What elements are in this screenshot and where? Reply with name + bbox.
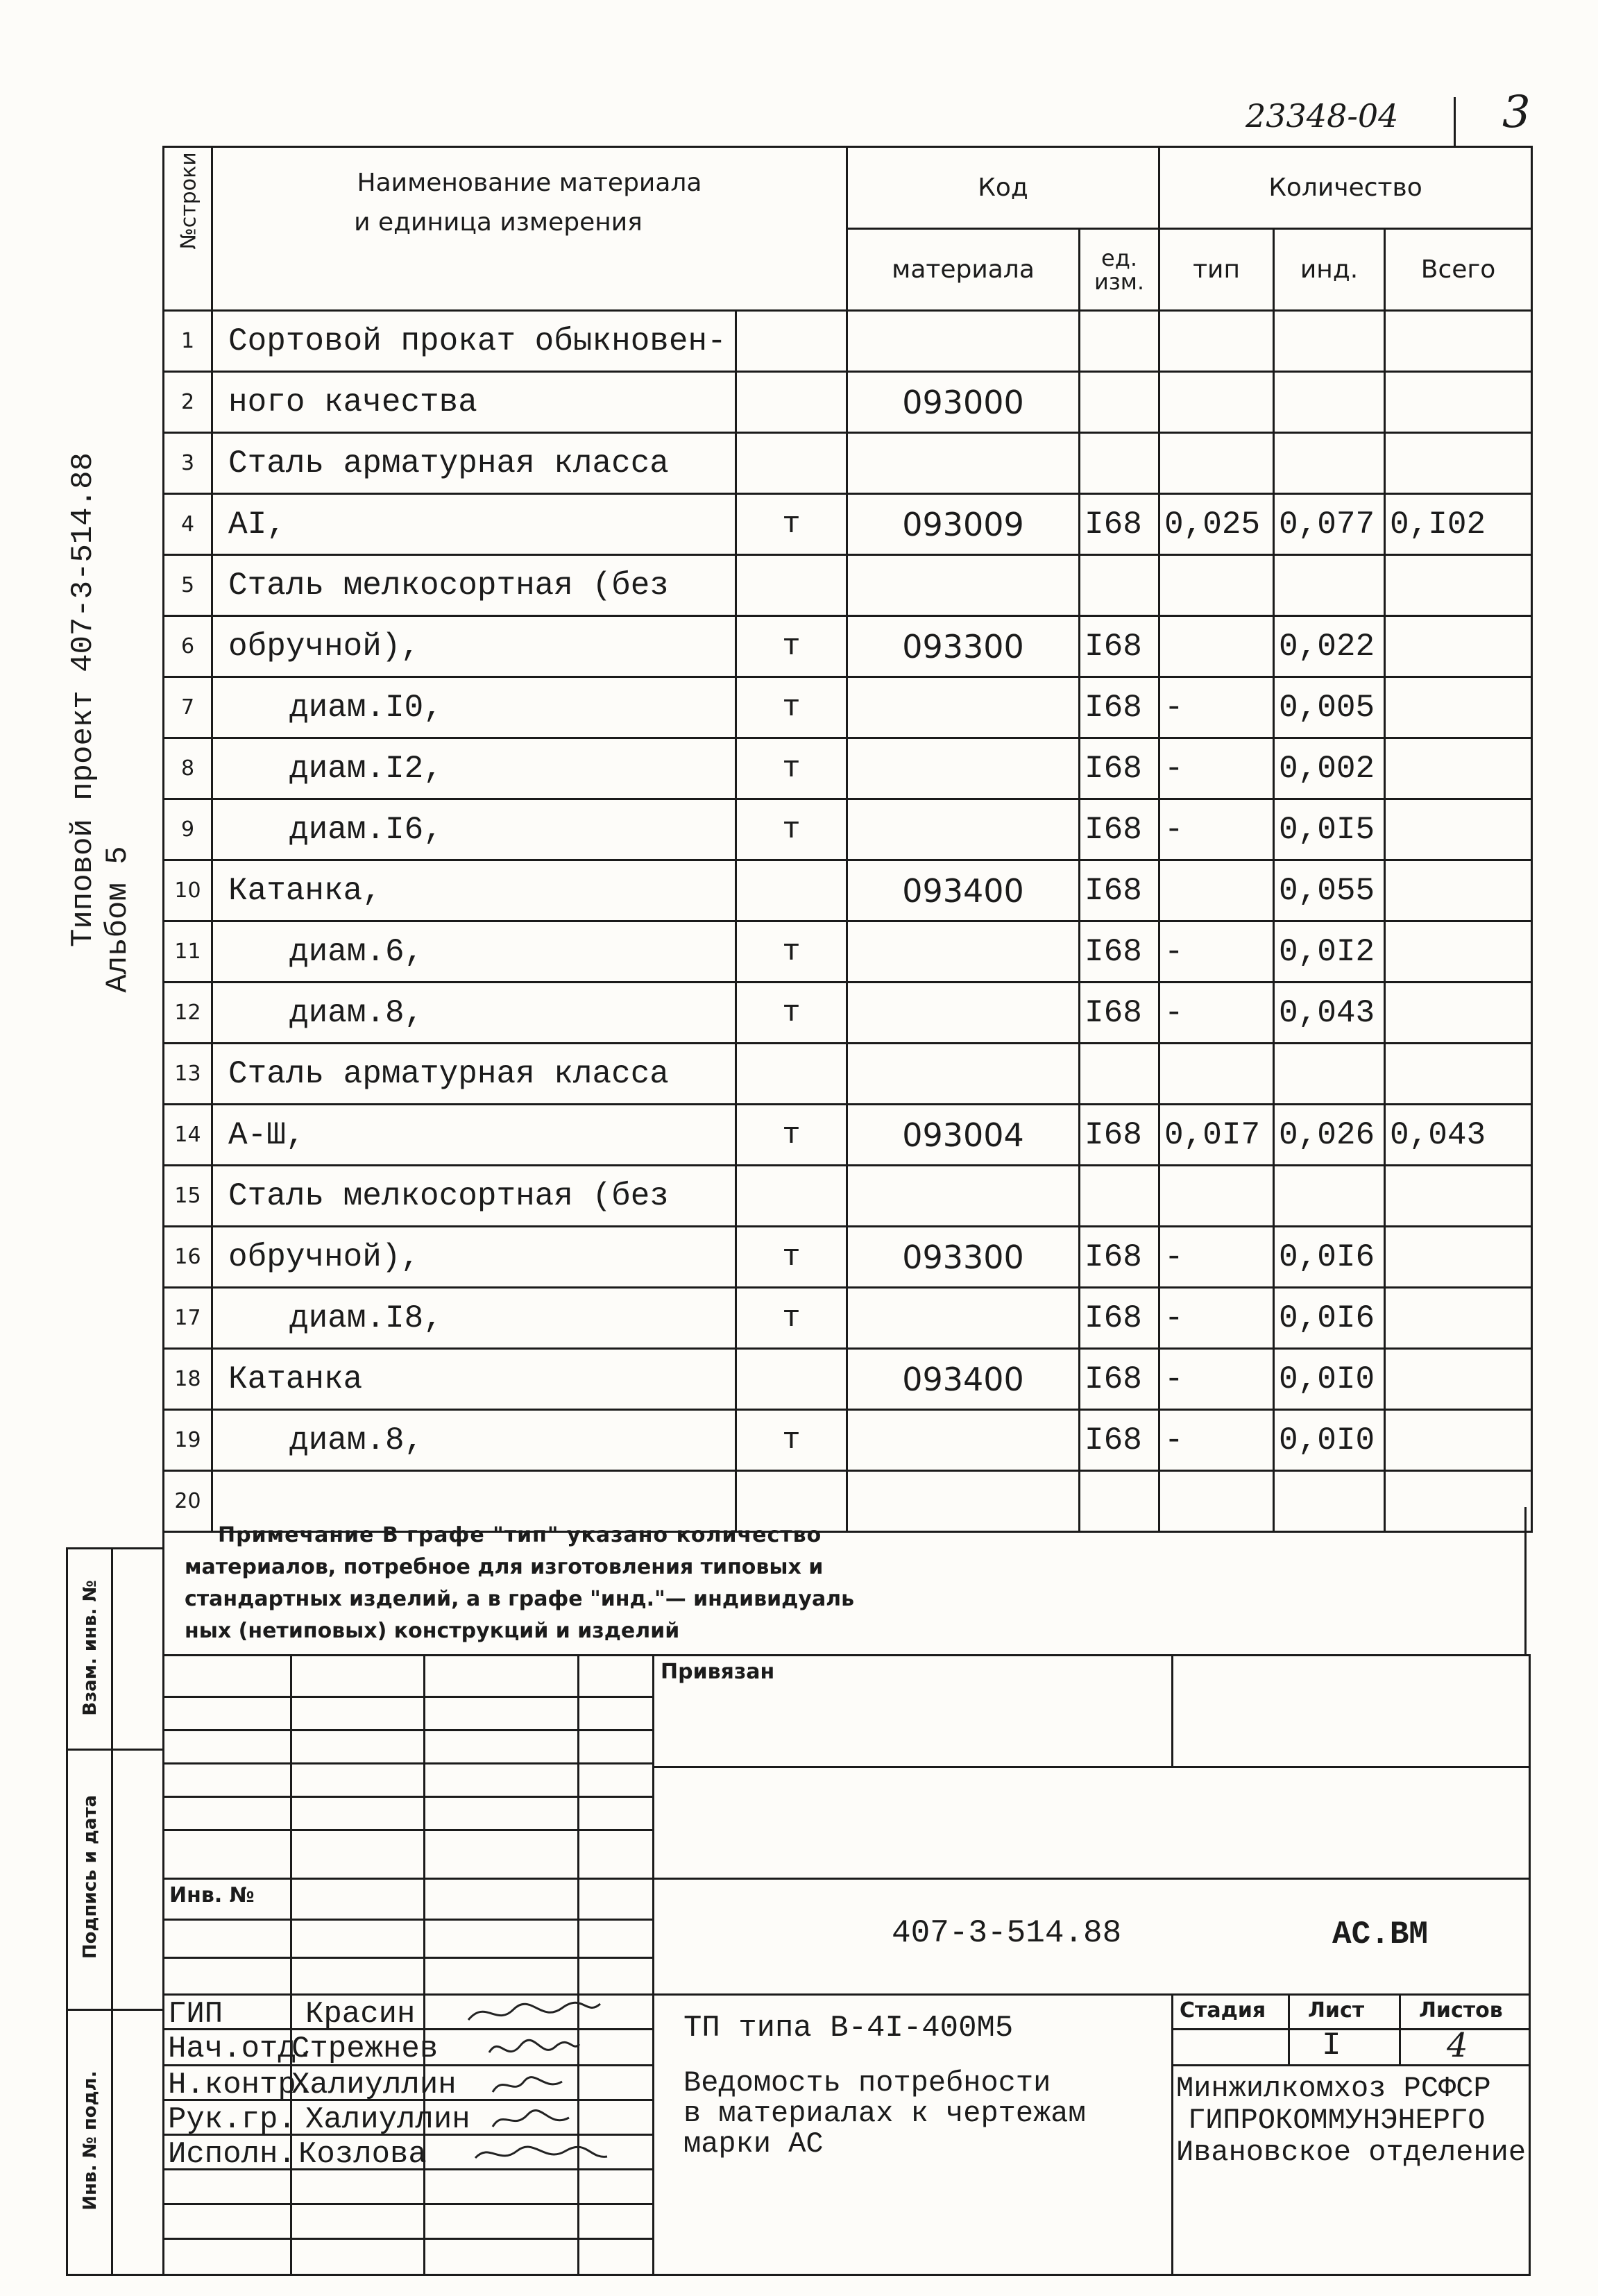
material-name: обручной),	[212, 1227, 736, 1288]
material-name: Сталь мелкосортная (без	[212, 1166, 736, 1227]
row-number: 2	[164, 372, 212, 433]
note-section	[162, 1507, 1527, 1654]
material-name: Сталь мелкосортная (без	[212, 555, 736, 616]
row-number: 18	[164, 1349, 212, 1410]
unit-code: I68	[1080, 1227, 1159, 1288]
unit	[736, 372, 847, 433]
unit: т	[736, 799, 847, 860]
qty-type: -	[1159, 799, 1274, 860]
qty-total	[1385, 1166, 1532, 1227]
qty-total	[1385, 1044, 1532, 1105]
org-line-1: Минжилкомхоз РСФСР	[1176, 2072, 1491, 2105]
row-number: 15	[164, 1166, 212, 1227]
qty-total	[1385, 1410, 1532, 1471]
unit-code: I68	[1080, 738, 1159, 799]
unit-code: I68	[1080, 1288, 1159, 1349]
material-code	[847, 921, 1080, 983]
note-line-1: Примечание В графе "тип" указано количество	[218, 1523, 822, 1547]
qty-total	[1385, 677, 1532, 738]
qty-ind: 0,0I6	[1274, 1288, 1385, 1349]
row-number: 8	[164, 738, 212, 799]
unit: т	[736, 1227, 847, 1288]
unit-code: I68	[1080, 1410, 1159, 1471]
qty-type: -	[1159, 738, 1274, 799]
header-row-number: №строки	[164, 147, 212, 311]
qty-ind: 0,043	[1274, 983, 1385, 1044]
table-row	[164, 860, 1532, 921]
material-name: диам.I0,	[212, 677, 736, 738]
material-name: ного качества	[212, 372, 736, 433]
table-row	[164, 799, 1532, 860]
qty-ind: 0,0I0	[1274, 1349, 1385, 1410]
material-code: 093400	[847, 860, 1080, 921]
privyazan-label: Привязан	[661, 1660, 775, 1684]
side-album-label: Альбом 5	[101, 846, 135, 993]
qty-ind: 0,055	[1274, 860, 1385, 921]
material-code	[847, 983, 1080, 1044]
material-code	[847, 1288, 1080, 1349]
qty-ind: 0,0I2	[1274, 921, 1385, 983]
header-qty-total: Всего	[1385, 229, 1532, 311]
qty-ind	[1274, 555, 1385, 616]
unit-code: I68	[1080, 1349, 1159, 1410]
unit-code	[1080, 555, 1159, 616]
table-row	[164, 1105, 1532, 1166]
unit: т	[736, 616, 847, 677]
qty-total: 0,I02	[1385, 494, 1532, 555]
qty-ind: 0,002	[1274, 738, 1385, 799]
title-line-2: Ведомость потребности	[683, 2066, 1051, 2100]
designation-code: 407-3-514.88	[892, 1915, 1122, 1951]
person-name-3: Халиуллин	[291, 2068, 457, 2102]
unit-code: I68	[1080, 1105, 1159, 1166]
person-role-4: Рук.гр.	[168, 2102, 296, 2137]
row-number: 16	[164, 1227, 212, 1288]
material-name: диам.8,	[212, 983, 736, 1044]
table-row	[164, 311, 1532, 372]
table-row	[164, 1288, 1532, 1349]
material-code	[847, 1044, 1080, 1105]
person-role-3: Н.контр.	[168, 2068, 315, 2102]
qty-type	[1159, 860, 1274, 921]
qty-total	[1385, 311, 1532, 372]
unit-code	[1080, 311, 1159, 372]
qty-ind	[1274, 311, 1385, 372]
material-name: диам.I8,	[212, 1288, 736, 1349]
qty-total	[1385, 983, 1532, 1044]
qty-total	[1385, 1349, 1532, 1410]
person-role-1: ГИП	[168, 1997, 223, 2032]
qty-ind	[1274, 372, 1385, 433]
unit	[736, 1044, 847, 1105]
person-name-5: Козлова	[298, 2137, 427, 2172]
qty-ind: 0,005	[1274, 677, 1385, 738]
material-code	[847, 738, 1080, 799]
table-row	[164, 1166, 1532, 1227]
row-number: 12	[164, 983, 212, 1044]
person-name-4: Халиуллин	[305, 2102, 470, 2137]
table-row	[164, 1349, 1532, 1410]
qty-total	[1385, 1227, 1532, 1288]
sheet-number: 3	[1502, 87, 1531, 138]
margin-label-podp: Подпись и дата	[80, 1794, 101, 1959]
qty-type: -	[1159, 983, 1274, 1044]
row-number: 10	[164, 860, 212, 921]
qty-total	[1385, 860, 1532, 921]
qty-total	[1385, 555, 1532, 616]
row-number: 11	[164, 921, 212, 983]
row-number: 19	[164, 1410, 212, 1471]
row-number: 14	[164, 1105, 212, 1166]
row-number: 6	[164, 616, 212, 677]
document-code: 23348-04	[1246, 97, 1399, 135]
table-row	[164, 983, 1532, 1044]
title-line-4: марки АС	[683, 2127, 824, 2161]
unit	[736, 1349, 847, 1410]
qty-type	[1159, 616, 1274, 677]
unit: т	[736, 738, 847, 799]
material-code	[847, 311, 1080, 372]
unit-code	[1080, 433, 1159, 494]
margin-label-vzam: Взам. инв. №	[80, 1580, 101, 1716]
table-row	[164, 1410, 1532, 1471]
qty-type	[1159, 433, 1274, 494]
material-name: А-Ш,	[212, 1105, 736, 1166]
inv-no-label: Инв. №	[169, 1883, 255, 1907]
table-row	[164, 677, 1532, 738]
unit	[736, 433, 847, 494]
qty-ind: 0,0I6	[1274, 1227, 1385, 1288]
unit: т	[736, 921, 847, 983]
unit-code: I68	[1080, 983, 1159, 1044]
row-number: 1	[164, 311, 212, 372]
unit	[736, 311, 847, 372]
material-code	[847, 555, 1080, 616]
material-name: диам.6,	[212, 921, 736, 983]
qty-ind: 0,077	[1274, 494, 1385, 555]
header-code-unit: ед. изм.	[1080, 229, 1159, 311]
material-code	[847, 677, 1080, 738]
header-qty-ind: инд.	[1274, 229, 1385, 311]
unit	[736, 860, 847, 921]
unit: т	[736, 983, 847, 1044]
qty-type: -	[1159, 1288, 1274, 1349]
qty-type	[1159, 372, 1274, 433]
person-role-5: Исполн.	[168, 2137, 296, 2172]
table-row	[164, 616, 1532, 677]
stage-label: Стадия	[1180, 1998, 1266, 2023]
table-row	[164, 433, 1532, 494]
title-line-3: в материалах к чертежам	[683, 2097, 1086, 2130]
material-name: AI,	[212, 494, 736, 555]
qty-total	[1385, 799, 1532, 860]
person-name-2: Стрежнев	[291, 2032, 439, 2066]
unit-code: I68	[1080, 799, 1159, 860]
header-divider	[1454, 97, 1456, 146]
qty-type	[1159, 1044, 1274, 1105]
header-qty-type: тип	[1159, 229, 1274, 311]
sheets-value: 4	[1447, 2026, 1468, 2065]
material-code	[847, 1166, 1080, 1227]
material-name: Сортовой прокат обыкновен-	[212, 311, 736, 372]
person-role-2: Нач.отд.	[168, 2032, 315, 2066]
qty-type: -	[1159, 1349, 1274, 1410]
qty-ind: 0,0I0	[1274, 1410, 1385, 1471]
qty-type: -	[1159, 1227, 1274, 1288]
qty-ind: 0,0I5	[1274, 799, 1385, 860]
signature-1	[465, 1996, 604, 2030]
title-line-1: ТП типа В-4I-400М5	[683, 2011, 1014, 2046]
qty-total: 0,043	[1385, 1105, 1532, 1166]
unit: т	[736, 677, 847, 738]
sheets-label: Листов	[1419, 1998, 1503, 2023]
qty-total	[1385, 1288, 1532, 1349]
unit-code	[1080, 1166, 1159, 1227]
qty-type	[1159, 555, 1274, 616]
material-name: Катанка,	[212, 860, 736, 921]
unit-code: I68	[1080, 860, 1159, 921]
material-code: 093000	[847, 372, 1080, 433]
qty-total	[1385, 738, 1532, 799]
unit: т	[736, 1410, 847, 1471]
qty-ind: 0,026	[1274, 1105, 1385, 1166]
table-row	[164, 1227, 1532, 1288]
unit	[736, 555, 847, 616]
signature-5	[472, 2137, 611, 2172]
row-number: 20	[164, 1471, 212, 1532]
table-row	[164, 555, 1532, 616]
table-row	[164, 738, 1532, 799]
sheet-value: I	[1322, 2027, 1341, 2064]
material-name: Катанка	[212, 1349, 736, 1410]
signature-4	[486, 2102, 583, 2137]
qty-type	[1159, 1166, 1274, 1227]
table-row	[164, 494, 1532, 555]
signature-2	[486, 2032, 583, 2066]
material-name: диам.8,	[212, 1410, 736, 1471]
row-number: 7	[164, 677, 212, 738]
material-code: 093300	[847, 616, 1080, 677]
material-code: 093004	[847, 1105, 1080, 1166]
org-line-2: ГИПРОКОММУНЭНЕРГО	[1188, 2104, 1486, 2137]
unit-code: I68	[1080, 494, 1159, 555]
qty-type	[1159, 311, 1274, 372]
header-code: Код	[847, 147, 1159, 229]
qty-total	[1385, 372, 1532, 433]
qty-ind	[1274, 1044, 1385, 1105]
material-name: Сталь арматурная класса	[212, 433, 736, 494]
material-code	[847, 433, 1080, 494]
header-code-material: материала	[847, 229, 1080, 311]
qty-total	[1385, 616, 1532, 677]
header-quantity: Количество	[1159, 147, 1532, 229]
material-name: обручной),	[212, 616, 736, 677]
note-line-2: материалов, потребное для изготовления типовых и	[185, 1555, 824, 1579]
unit-code: I68	[1080, 616, 1159, 677]
material-code: 093300	[847, 1227, 1080, 1288]
row-number: 4	[164, 494, 212, 555]
material-code	[847, 1410, 1080, 1471]
unit-code	[1080, 372, 1159, 433]
note-line-4: ных (нетиповых) конструкций и изделий	[185, 1619, 680, 1643]
header-name: Наименование материала и единица измерения	[212, 147, 847, 311]
table-row	[164, 1044, 1532, 1105]
material-name: Сталь арматурная класса	[212, 1044, 736, 1105]
qty-type: 0,0I7	[1159, 1105, 1274, 1166]
materials-table	[162, 146, 1533, 1533]
table-row	[164, 921, 1532, 983]
qty-type: -	[1159, 677, 1274, 738]
row-number: 17	[164, 1288, 212, 1349]
unit: т	[736, 1105, 847, 1166]
side-project-label: Типовой проект 407-3-514.88	[66, 452, 101, 947]
row-number: 3	[164, 433, 212, 494]
note-line-3: стандартных изделий, а в графе "инд."— индивидуаль	[185, 1587, 855, 1611]
org-line-3: Ивановское отделение	[1176, 2136, 1527, 2169]
unit-code	[1080, 1044, 1159, 1105]
row-number: 5	[164, 555, 212, 616]
unit	[736, 1166, 847, 1227]
qty-total	[1385, 921, 1532, 983]
unit: т	[736, 494, 847, 555]
person-name-1: Красин	[305, 1997, 416, 2032]
row-number: 13	[164, 1044, 212, 1105]
table-row	[164, 372, 1532, 433]
unit-code: I68	[1080, 921, 1159, 983]
material-code: 093400	[847, 1349, 1080, 1410]
material-code	[847, 799, 1080, 860]
row-number: 9	[164, 799, 212, 860]
margin-label-inv: Инв. № подл.	[80, 2070, 101, 2211]
material-name: диам.I6,	[212, 799, 736, 860]
signature-3	[486, 2068, 583, 2102]
qty-ind	[1274, 433, 1385, 494]
qty-total	[1385, 433, 1532, 494]
material-name: диам.I2,	[212, 738, 736, 799]
material-code: 093009	[847, 494, 1080, 555]
qty-type: 0,025	[1159, 494, 1274, 555]
unit-code: I68	[1080, 677, 1159, 738]
qty-ind: 0,022	[1274, 616, 1385, 677]
unit: т	[736, 1288, 847, 1349]
document-mark: АС.ВМ	[1332, 1916, 1429, 1953]
qty-type: -	[1159, 921, 1274, 983]
qty-ind	[1274, 1166, 1385, 1227]
sheet-label: Лист	[1308, 1998, 1365, 2023]
qty-type: -	[1159, 1410, 1274, 1471]
